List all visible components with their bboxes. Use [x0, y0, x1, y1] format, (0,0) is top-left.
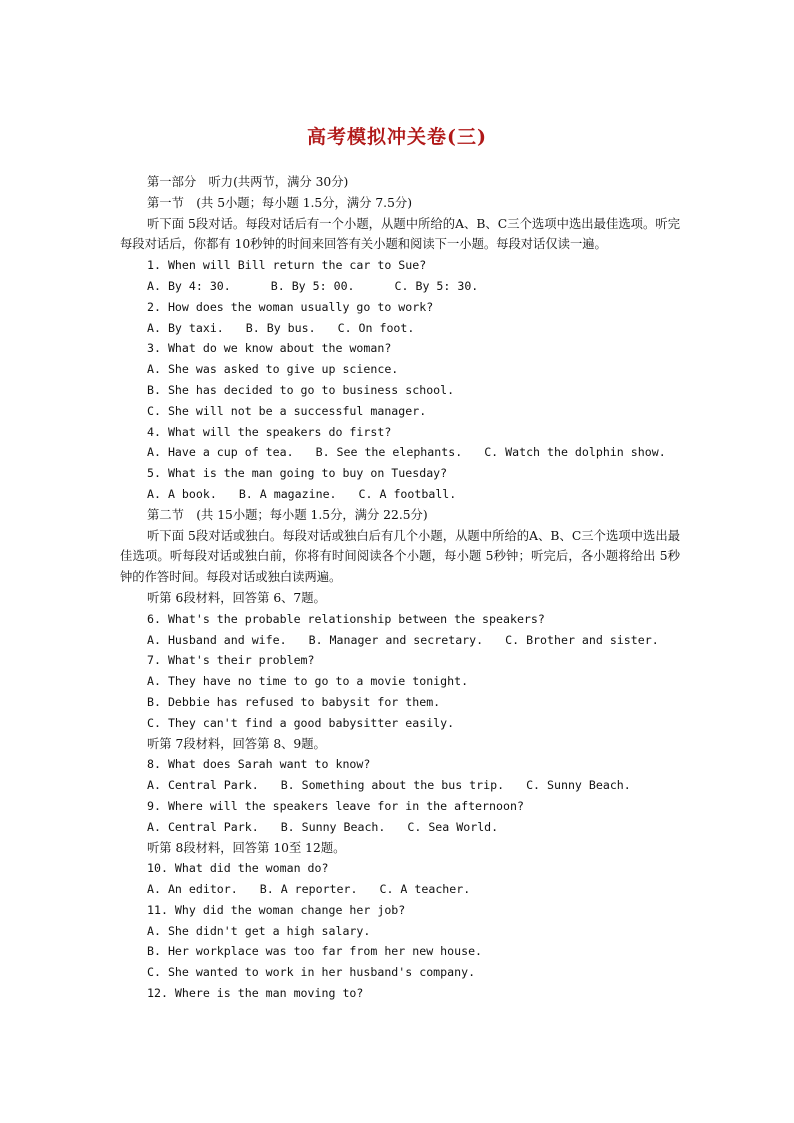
- section-heading-2: 第二节 (共 15小题；每小题 1.5分，满分 22.5分): [147, 507, 428, 522]
- question-9: 9. Where will the speakers leave for in the afternoon?: [147, 798, 524, 813]
- options-1: [120, 276, 680, 297]
- material-7-heading: 听第 7段材料，回答第 8、9题。: [147, 736, 326, 751]
- option-5a: A. A book.: [147, 486, 217, 501]
- question-8: 8. What does Sarah want to know?: [147, 757, 371, 772]
- question-12: 12. Where is the man moving to?: [147, 986, 364, 1001]
- option-9a: A. Central Park.: [147, 819, 259, 834]
- options-2: [120, 318, 680, 339]
- section-heading-1: 第一节 (共 5小题；每小题 1.5分，满分 7.5分): [147, 195, 413, 210]
- options-5: [120, 484, 680, 505]
- question-6: 6. What's the probable relationship between the speakers?: [147, 611, 545, 626]
- option-1c: C. By 5: 30.: [394, 278, 479, 293]
- option-6b: B. Manager and secretary.: [308, 632, 484, 647]
- options-6: [120, 630, 680, 651]
- material-6-heading: 听第 6段材料，回答第 6、7题。: [147, 590, 326, 605]
- part-heading: 第一部分 听力(共两节，满分 30分): [147, 175, 349, 189]
- options-9: [120, 817, 680, 838]
- instructions-2: 听下面 5段对话或独白。每段对话或独白后有几个小题，从题中所给的A、B、C三个选项中选出最佳选项。听每段对话或独白前，你将有时间阅读各个小题，每小题 5秒钟；听完后，各小题将给出 5秒钟的作答时间。每段对话或独白读两遍。: [120, 528, 680, 585]
- option-9b: B. Sunny Beach.: [280, 819, 386, 834]
- option-6a: A. Husband and wife.: [147, 632, 287, 647]
- question-7: 7. What's their problem?: [147, 653, 315, 668]
- material-8-heading: 听第 8段材料，回答第 10至 12题。: [147, 840, 346, 855]
- question-3: 3. What do we know about the woman?: [147, 341, 392, 356]
- option-4a: A. Have a cup of tea.: [147, 445, 294, 460]
- option-9c: C. Sea World.: [407, 819, 499, 834]
- option-7a: A. They have no time to go to a movie tonight.: [147, 674, 469, 689]
- options-8: [120, 775, 680, 796]
- option-2b: B. By bus.: [245, 320, 316, 335]
- question-11: 11. Why did the woman change her job?: [147, 902, 406, 917]
- option-6c: C. Brother and sister.: [505, 632, 659, 647]
- question-1: 1. When will Bill return the car to Sue?: [147, 258, 427, 273]
- question-10: 10. What did the woman do?: [147, 861, 329, 876]
- question-2: 2. How does the woman usually go to work?: [147, 299, 434, 314]
- option-11c: C. She wanted to work in her husband's company.: [147, 965, 476, 980]
- option-3a: A. She was asked to give up science.: [147, 362, 399, 377]
- option-8a: A. Central Park.: [147, 778, 259, 793]
- options-10: [120, 879, 680, 900]
- options-4: [120, 442, 680, 463]
- option-4c: C. Watch the dolphin show.: [484, 445, 666, 460]
- option-11b: B. Her workplace was too far from her new house.: [147, 944, 483, 959]
- option-10b: B. A reporter.: [259, 882, 358, 897]
- option-5c: C. A football.: [358, 486, 457, 501]
- question-5: 5. What is the man going to buy on Tuesday?: [147, 466, 448, 481]
- option-3c: C. She will not be a successful manager.: [147, 403, 427, 418]
- option-4b: B. See the elephants.: [315, 445, 463, 460]
- question-4: 4. What will the speakers do first?: [147, 424, 392, 439]
- option-1b: B. By 5: 00.: [270, 278, 355, 293]
- exam-content: [120, 172, 680, 1004]
- option-8b: B. Something about the bus trip.: [280, 778, 505, 793]
- option-2a: A. By taxi.: [147, 320, 224, 335]
- instructions-1: 听下面 5段对话。每段对话后有一个小题，从题中所给的A、B、C三个选项中选出最佳选项。听完每段对话后，你都有 10秒钟的时间来回答有关小题和阅读下一小题。每段对话仅读一遍。: [120, 216, 680, 252]
- page-title: 高考模拟冲关卷(三): [307, 126, 487, 148]
- option-7b: B. Debbie has refused to babysit for them.: [147, 694, 441, 709]
- option-2c: C. On foot.: [337, 320, 415, 335]
- option-10c: C. A teacher.: [379, 882, 471, 897]
- option-3b: B. She has decided to go to business school.: [147, 382, 455, 397]
- option-8c: C. Sunny Beach.: [526, 778, 631, 793]
- option-11a: A. She didn't get a high salary.: [147, 923, 371, 938]
- option-1a: A. By 4: 30.: [147, 278, 231, 293]
- option-7c: C. They can't find a good babysitter easily.: [147, 715, 455, 730]
- option-10a: A. An editor.: [147, 882, 238, 897]
- option-5b: B. A magazine.: [238, 486, 337, 501]
